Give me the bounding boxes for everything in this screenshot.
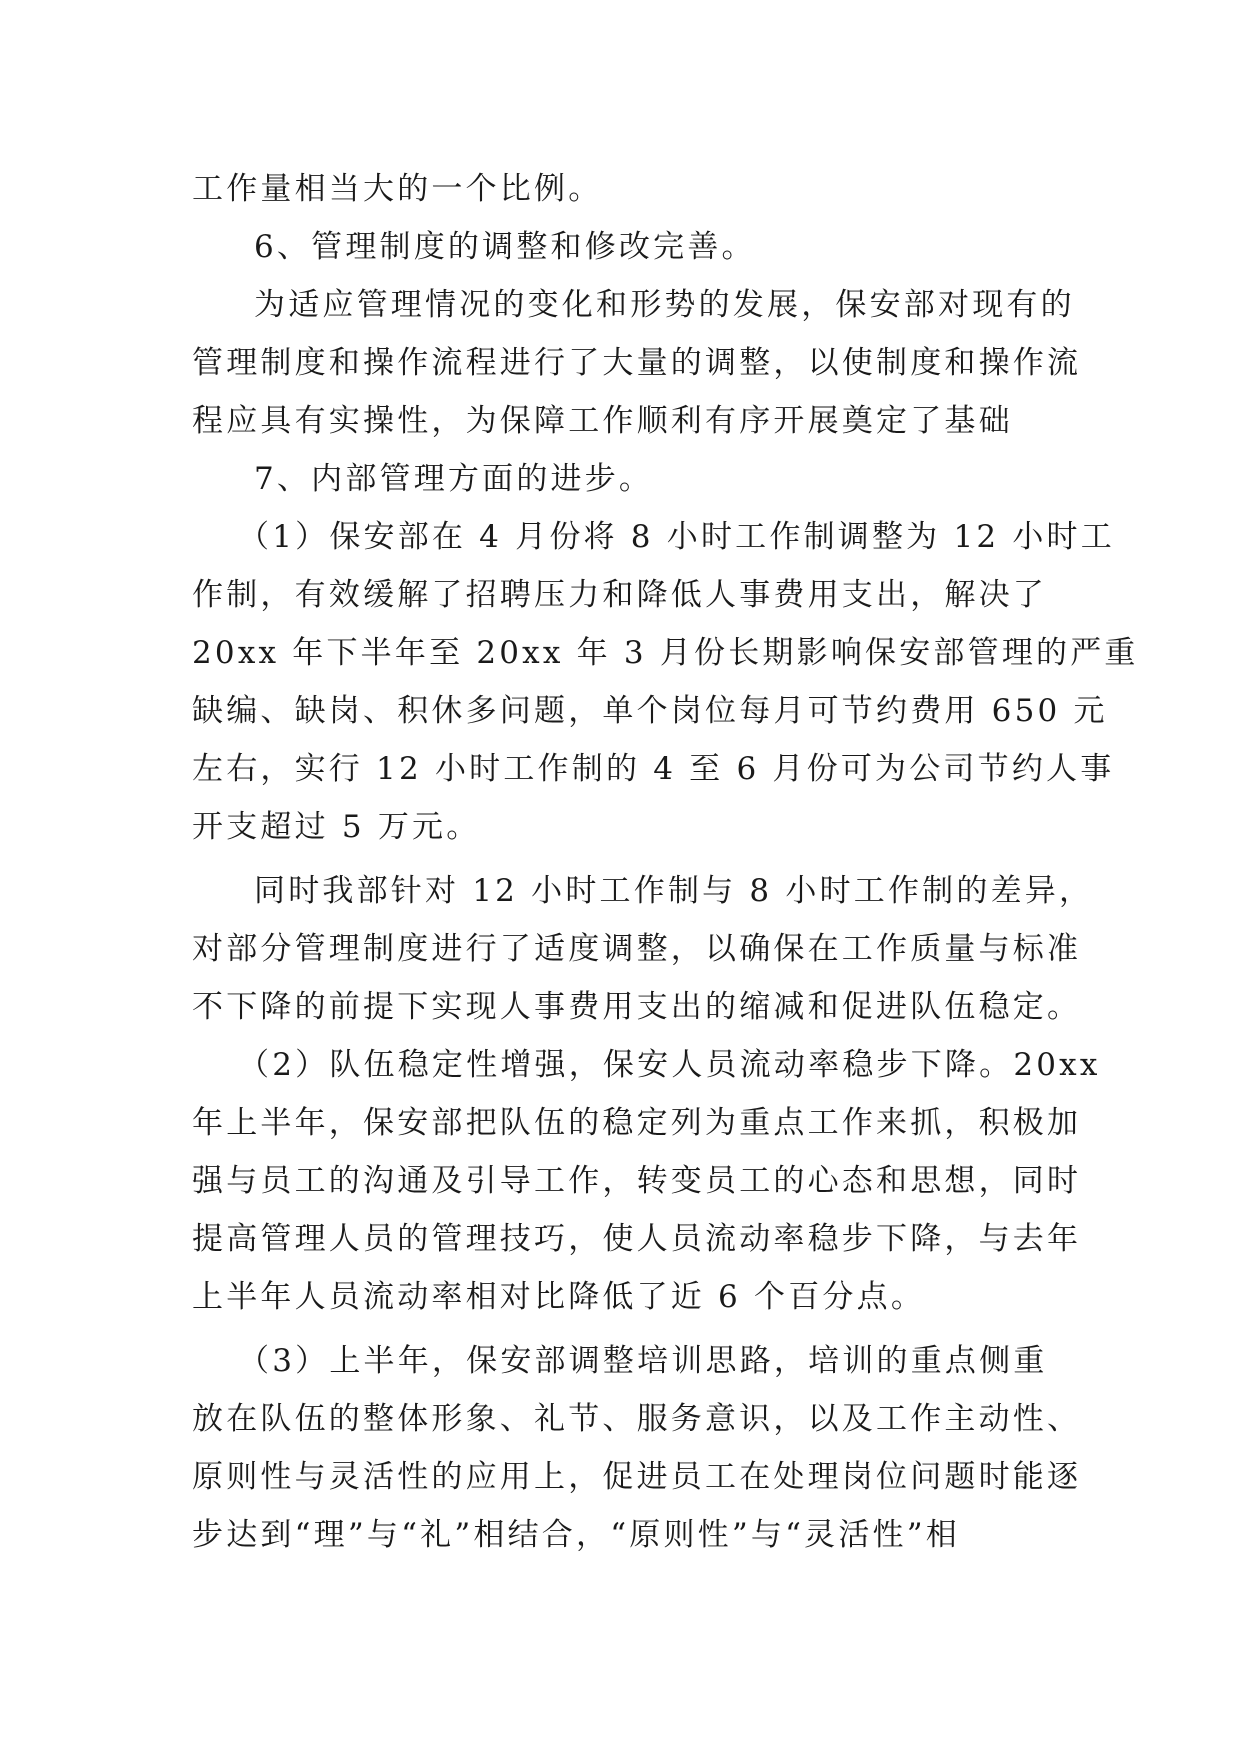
- body-line: 程应具有实操性，为保障工作顺利有序开展奠定了基础: [192, 403, 1013, 439]
- section-heading: 7、内部管理方面的进步。: [254, 461, 654, 497]
- body-line: （1）保安部在 4 月份将 8 小时工作制调整为 12 小时工: [238, 519, 1115, 555]
- body-line: 步达到“理”与“礼”相结合，“原则性”与“灵活性”相: [192, 1517, 960, 1553]
- body-line: （2）队伍稳定性增强，保安人员流动率稳步下降。20xx: [238, 1047, 1101, 1083]
- body-line: 原则性与灵活性的应用上，促进员工在处理岗位问题时能逐: [192, 1459, 1082, 1495]
- section-heading: 6、管理制度的调整和修改完善。: [254, 229, 756, 265]
- body-line: （3）上半年，保安部调整培训思路，培训的重点侧重: [238, 1343, 1048, 1379]
- body-line: 作制，有效缓解了招聘压力和降低人事费用支出，解决了: [192, 577, 1047, 613]
- body-line: 工作量相当大的一个比例。: [192, 171, 603, 207]
- body-line: 20xx 年下半年至 20xx 年 3 月份长期影响保安部管理的严重: [192, 635, 1139, 671]
- body-line: 管理制度和操作流程进行了大量的调整，以使制度和操作流: [192, 345, 1082, 381]
- body-line: 缺编、缺岗、积休多问题，单个岗位每月可节约费用 650 元: [192, 693, 1108, 729]
- body-line: 左右，实行 12 小时工作制的 4 至 6 月份可为公司节约人事: [192, 751, 1115, 787]
- body-line: 强与员工的沟通及引导工作，转变员工的心态和思想，同时: [192, 1163, 1082, 1199]
- body-line: 对部分管理制度进行了适度调整，以确保在工作质量与标准: [192, 931, 1082, 967]
- body-line: 提高管理人员的管理技巧，使人员流动率稳步下降，与去年: [192, 1221, 1082, 1257]
- body-line: 不下降的前提下实现人事费用支出的缩减和促进队伍稳定。: [192, 989, 1082, 1025]
- document-body: [192, 160, 1139, 1564]
- body-line: 年上半年，保安部把队伍的稳定列为重点工作来抓，积极加: [192, 1105, 1082, 1141]
- body-line: 同时我部针对 12 小时工作制与 8 小时工作制的差异，: [254, 873, 1094, 909]
- body-line: 放在队伍的整体形象、礼节、服务意识，以及工作主动性、: [192, 1401, 1082, 1437]
- body-line: 上半年人员流动率相对比降低了近 6 个百分点。: [192, 1279, 926, 1315]
- body-line: 开支超过 5 万元。: [192, 809, 481, 845]
- body-line: 为适应管理情况的变化和形势的发展，保安部对现有的: [254, 287, 1075, 323]
